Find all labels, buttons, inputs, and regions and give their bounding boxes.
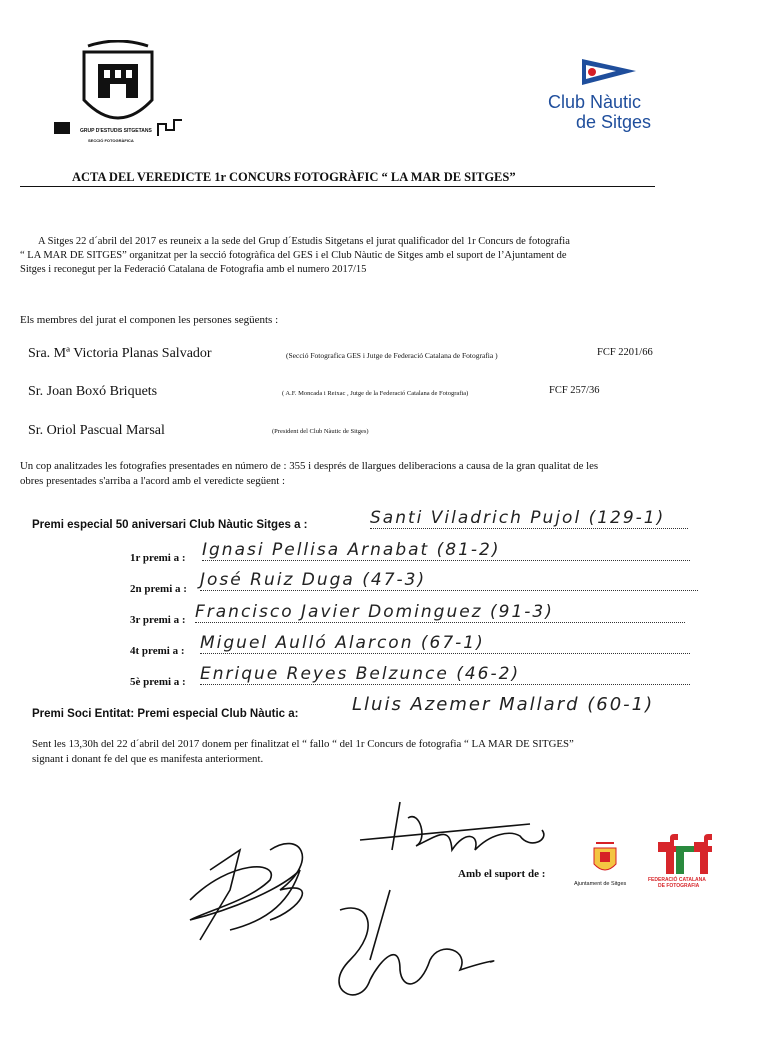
prize-winner-5: Enrique Reyes Belzunce (46-2) [200,664,690,685]
ajuntament-logo [590,838,620,878]
intro-line-2: “ LA MAR DE SITGES” organitzat per la secció fotogràfica del GES i el Club Nàutic de Sitges amb el suport de l’Ajuntament de [20,250,567,261]
fcf-label-line2: DE FOTOGRAFIA [658,883,700,889]
prize-label-member: Premi Soci Entitat: Premi especial Club Nàutic a: [32,708,299,720]
signatures [170,790,570,1020]
jury-code-2: FCF 257/36 [549,385,600,396]
closing-line-2: signant i donant fe del que es manifesta anteriorment. [32,753,264,765]
jury-intro: Els membres del jurat el componen les persones següents : [20,314,279,326]
club-nautic-name-line1: Club Nàutic [548,92,642,112]
fcf-logo [654,832,716,876]
jury-code-1: FCF 2201/66 [597,347,653,358]
ajuntament-label: Ajuntament de Sitges [574,881,627,887]
ajuntament-crest-icon [590,838,620,878]
prize-winner-1: Ignasi Pellisa Arnabat (81-2) [202,540,690,561]
closing-line-1: Sent les 13,30h del 22 d´abril del 2017 donem per finalitzat el “ fallo “ del 1r Concurs de fotografia “ LA MAR DE SITGES” [32,738,574,750]
analysis-line-1: Un cop analitzades les fotografies presentades en número de : 355 i després de llargues deliberacions a causa de la gran qualitat de les [20,460,599,472]
prize-winner-3: Francisco Javier Dominguez (91-3) [195,602,685,623]
prize-label-3: 3r premi a : [130,614,186,626]
prize-winner-2: José Ruiz Duga (47-3) [200,570,698,591]
prize-label-special: Premi especial 50 aniversari Club Nàutic Sitges a : [32,519,308,531]
document-title: ACTA DEL VEREDICTE 1r CONCURS FOTOGRÀFIC “ LA MAR DE SITGES” [72,170,516,184]
handwritten-signatures-icon [170,790,570,1020]
club-nautic-logo [580,55,640,89]
intro-line-3: Sitges i reconegut per la Federació Catalana de Fotografia amb el numero 2017/15 [20,264,367,275]
prize-winner-special: Santi Viladrich Pujol (129-1) [370,508,688,529]
fcf-label-line1: FEDERACIÓ CATALANA [648,877,706,883]
jury-name-3: Sr. Oriol Pascual Marsal [28,423,165,438]
club-nautic-name-line2: de Sitges [576,112,652,132]
prize-label-2: 2n premi a : [130,583,187,595]
jury-note-3: (President del Club Nàutic de Sitges) [272,428,369,435]
prize-label-1: 1r premi a : [130,552,186,564]
jury-name-1: Sra. Mª Victoria Planas Salvador [28,346,212,361]
prize-label-4: 4t premi a : [130,645,185,657]
pennant-flag-icon [580,55,640,89]
jury-note-1: (Secció Fotografica GES i Jutge de Federació Catalana de Fotografia ) [286,351,498,360]
ges-logo-name: GRUP D'ESTUDIS SITGETANS [80,128,152,134]
prize-winner-member: Lluis Azemer Mallard (60-1) [352,694,655,715]
jury-name-2: Sr. Joan Boxó Briquets [28,384,158,399]
ges-logo-subtitle: SECCIÓ FOTOGRÀFICA [88,138,134,143]
intro-line-1: A Sitges 22 d´abril del 2017 es reuneix a la sede del Grup d´Estudis Sitgetans el jurat qualificador del 1r Concurs de fotografia [38,236,570,247]
title-underline [20,186,655,187]
prize-label-5: 5è premi a : [130,676,186,688]
support-label: Amb el suport de : [458,868,546,880]
prize-winner-4: Miguel Aulló Alarcon (67-1) [200,633,690,654]
analysis-line-2: obres presentades s'arriba a l'acord amb el veredicte següent : [20,475,285,487]
fcf-logo-icon [654,832,716,876]
jury-note-2: ( A.F. Moncada i Reixac , Jutge de la Federació Catalana de Fotografia) [282,390,469,397]
